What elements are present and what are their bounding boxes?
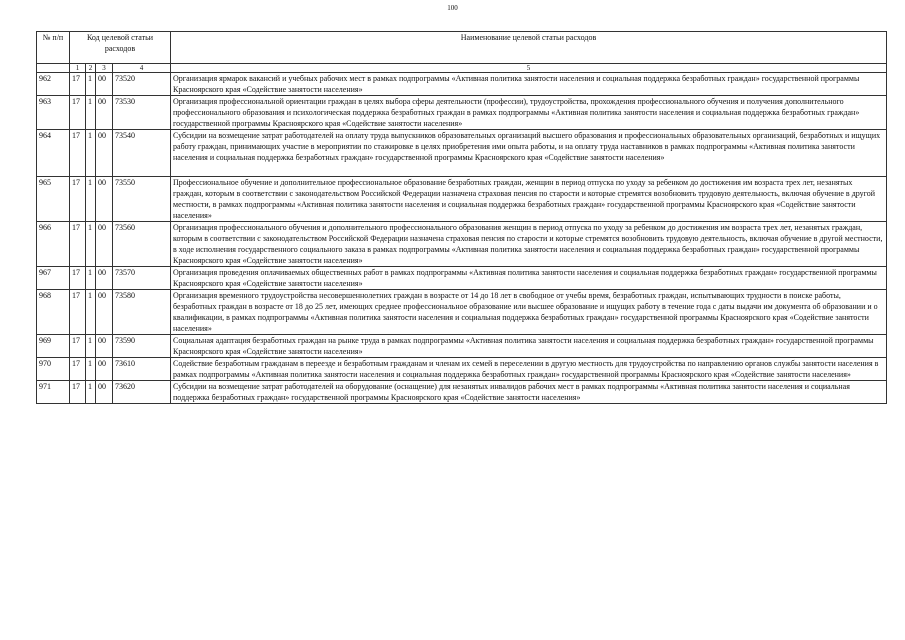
row-number: 968 <box>37 290 70 335</box>
code-part-1: 17 <box>70 222 86 267</box>
code-part-3: 00 <box>96 73 113 96</box>
colnum: 4 <box>113 64 171 73</box>
code-part-3: 00 <box>96 96 113 130</box>
page-number: 100 <box>447 4 458 12</box>
code-part-2: 1 <box>86 290 96 335</box>
code-part-4: 73560 <box>113 222 171 267</box>
code-part-4: 73610 <box>113 358 171 381</box>
row-number: 963 <box>37 96 70 130</box>
table-row <box>37 267 887 290</box>
code-part-1: 17 <box>70 290 86 335</box>
table-row <box>37 96 887 130</box>
column-numbers-row <box>37 64 887 73</box>
code-part-4: 73590 <box>113 335 171 358</box>
code-part-2: 1 <box>86 177 96 222</box>
code-part-4: 73570 <box>113 267 171 290</box>
row-description: Содействие безработным гражданам в переезде и безработным гражданам и членам их семей в переселении в другую местность для трудоустройства по направлению органов службы занятости населения в рамках подпрограммы «Активная политика занятости населения и социальная поддержка безработных граждан» государственной программы Красноярского края «Содействие занятости населения» <box>171 358 887 381</box>
code-part-4: 73620 <box>113 381 171 404</box>
row-description: Социальная адаптация безработных граждан на рынке труда в рамках подпрограммы «Активная политика занятости населения и социальная поддержка безработных граждан» государственной программы Красноярского края «Содействие занятости населения» <box>171 335 887 358</box>
table-row <box>37 381 887 404</box>
table-row <box>37 222 887 267</box>
code-part-1: 17 <box>70 73 86 96</box>
row-description: Организация проведения оплачиваемых общественных работ в рамках подпрограммы «Активная политика занятости населения и социальная поддержка безработных граждан» государственной программы Красноярского края «Содействие занятости населения» <box>171 267 887 290</box>
colnum: 1 <box>70 64 86 73</box>
table-row <box>37 358 887 381</box>
colnum: 3 <box>96 64 113 73</box>
code-part-1: 17 <box>70 381 86 404</box>
code-part-1: 17 <box>70 177 86 222</box>
code-part-3: 00 <box>96 381 113 404</box>
code-part-3: 00 <box>96 335 113 358</box>
row-number: 969 <box>37 335 70 358</box>
code-part-4: 73580 <box>113 290 171 335</box>
code-part-4: 73530 <box>113 96 171 130</box>
code-part-3: 00 <box>96 130 113 177</box>
row-number: 967 <box>37 267 70 290</box>
code-part-2: 1 <box>86 96 96 130</box>
row-description: Организация временного трудоустройства несовершеннолетних граждан в возрасте от 14 до 18 лет в свободное от учебы время, безработных граждан, испытывающих трудности в поиске работы, безработных граждан в возрасте от 18 до 25 лет, имеющих среднее профессиональное образование или высшее образование и ищущих работу в течение года с даты выдачи им документа об образовании и о квалификации, в рамках подпрограммы «Активная политика занятости населения и социальная поддержка безработных граждан» государственной программы Красноярского края «Содействие занятости населения» <box>171 290 887 335</box>
row-number: 962 <box>37 73 70 96</box>
code-part-4: 73520 <box>113 73 171 96</box>
header-num: № п/п <box>37 32 70 64</box>
code-part-3: 00 <box>96 358 113 381</box>
table-header-row <box>37 32 887 64</box>
table-row <box>37 290 887 335</box>
code-part-2: 1 <box>86 222 96 267</box>
row-number: 964 <box>37 130 70 177</box>
row-number: 970 <box>37 358 70 381</box>
code-part-1: 17 <box>70 96 86 130</box>
code-part-3: 00 <box>96 177 113 222</box>
table-row <box>37 130 887 177</box>
code-part-2: 1 <box>86 358 96 381</box>
code-part-1: 17 <box>70 358 86 381</box>
colnum: 5 <box>171 64 887 73</box>
code-part-2: 1 <box>86 335 96 358</box>
header-name: Наименование целевой статьи расходов <box>171 32 887 64</box>
code-part-3: 00 <box>96 222 113 267</box>
row-description: Субсидии на возмещение затрат работодателей на оплату труда выпускников образовательных организаций высшего образования и профессиональных образовательных организаций, безработных и ищущих работу граждан, принимающих участие в мероприятии по стажировке в целях приобретения ими опыта работы, и на оплату труда наставников в рамках подпрограммы «Активная политика занятости населения и социальная поддержка безработных граждан» государственной программы Красноярского края «Содействие занятости населения» <box>171 130 887 177</box>
row-description: Организация ярмарок вакансий и учебных рабочих мест в рамках подпрограммы «Активная политика занятости населения и социальная поддержка безработных граждан» государственной программы Красноярского края «Содействие занятости населения» <box>171 73 887 96</box>
code-part-3: 00 <box>96 267 113 290</box>
row-number: 971 <box>37 381 70 404</box>
row-description: Профессиональное обучение и дополнительное профессиональное образование безработных граждан, женщин в период отпуска по уходу за ребенком до достижения им возраста трех лет, незанятых граждан, которым в соответствии с законодательством Российской Федерации назначена страховая пенсия по старости и которые стремятся возобновить трудовую деятельность, включая обучение в другой местности, в рамках подпрограммы «Активная политика занятости населения и социальная поддержка безработных граждан» государственной программы Красноярского края «Содействие занятости населения» <box>171 177 887 222</box>
table-row <box>37 73 887 96</box>
row-number: 965 <box>37 177 70 222</box>
code-part-4: 73550 <box>113 177 171 222</box>
code-part-1: 17 <box>70 267 86 290</box>
row-description: Организация профессиональной ориентации граждан в целях выбора сферы деятельности (профессии), трудоустройства, прохождения профессионального обучения и получения дополнительного профессионального образования и психологическая поддержка безработных граждан в рамках подпрограммы «Активная политика занятости населения и социальная поддержка безработных граждан» государственной программы Красноярского края «Содействие занятости населения» <box>171 96 887 130</box>
code-part-2: 1 <box>86 73 96 96</box>
code-part-3: 00 <box>96 290 113 335</box>
budget-table <box>36 31 887 404</box>
table-row <box>37 335 887 358</box>
code-part-1: 17 <box>70 130 86 177</box>
row-description: Организация профессионального обучения и дополнительного профессионального образования женщин в период отпуска по уходу за ребенком до достижения им возраста трех лет, незанятых граждан, которым в соответствии с законодательством Российской Федерации назначена страховая пенсия по старости и которые стремятся возобновить трудовую деятельность, включая обучение в другой местности, в ходе исполнения государственного социального заказа в рамках подпрограммы «Активная политика занятости населения и социальная поддержка безработных граждан» государственной программы Красноярского края «Содействие занятости населения» <box>171 222 887 267</box>
table-row <box>37 177 887 222</box>
colnum: 2 <box>86 64 96 73</box>
code-part-4: 73540 <box>113 130 171 177</box>
colnum-blank <box>37 64 70 73</box>
code-part-2: 1 <box>86 130 96 177</box>
header-code: Код целевой статьи расходов <box>70 32 171 64</box>
code-part-2: 1 <box>86 381 96 404</box>
row-description: Субсидии на возмещение затрат работодателей на оборудование (оснащение) для незанятых инвалидов рабочих мест в рамках подпрограммы «Активная политика занятости населения и социальная поддержка безработных граждан» государственной программы Красноярского края «Содействие занятости населения» <box>171 381 887 404</box>
table-body <box>37 73 887 404</box>
code-part-2: 1 <box>86 267 96 290</box>
row-number: 966 <box>37 222 70 267</box>
code-part-1: 17 <box>70 335 86 358</box>
